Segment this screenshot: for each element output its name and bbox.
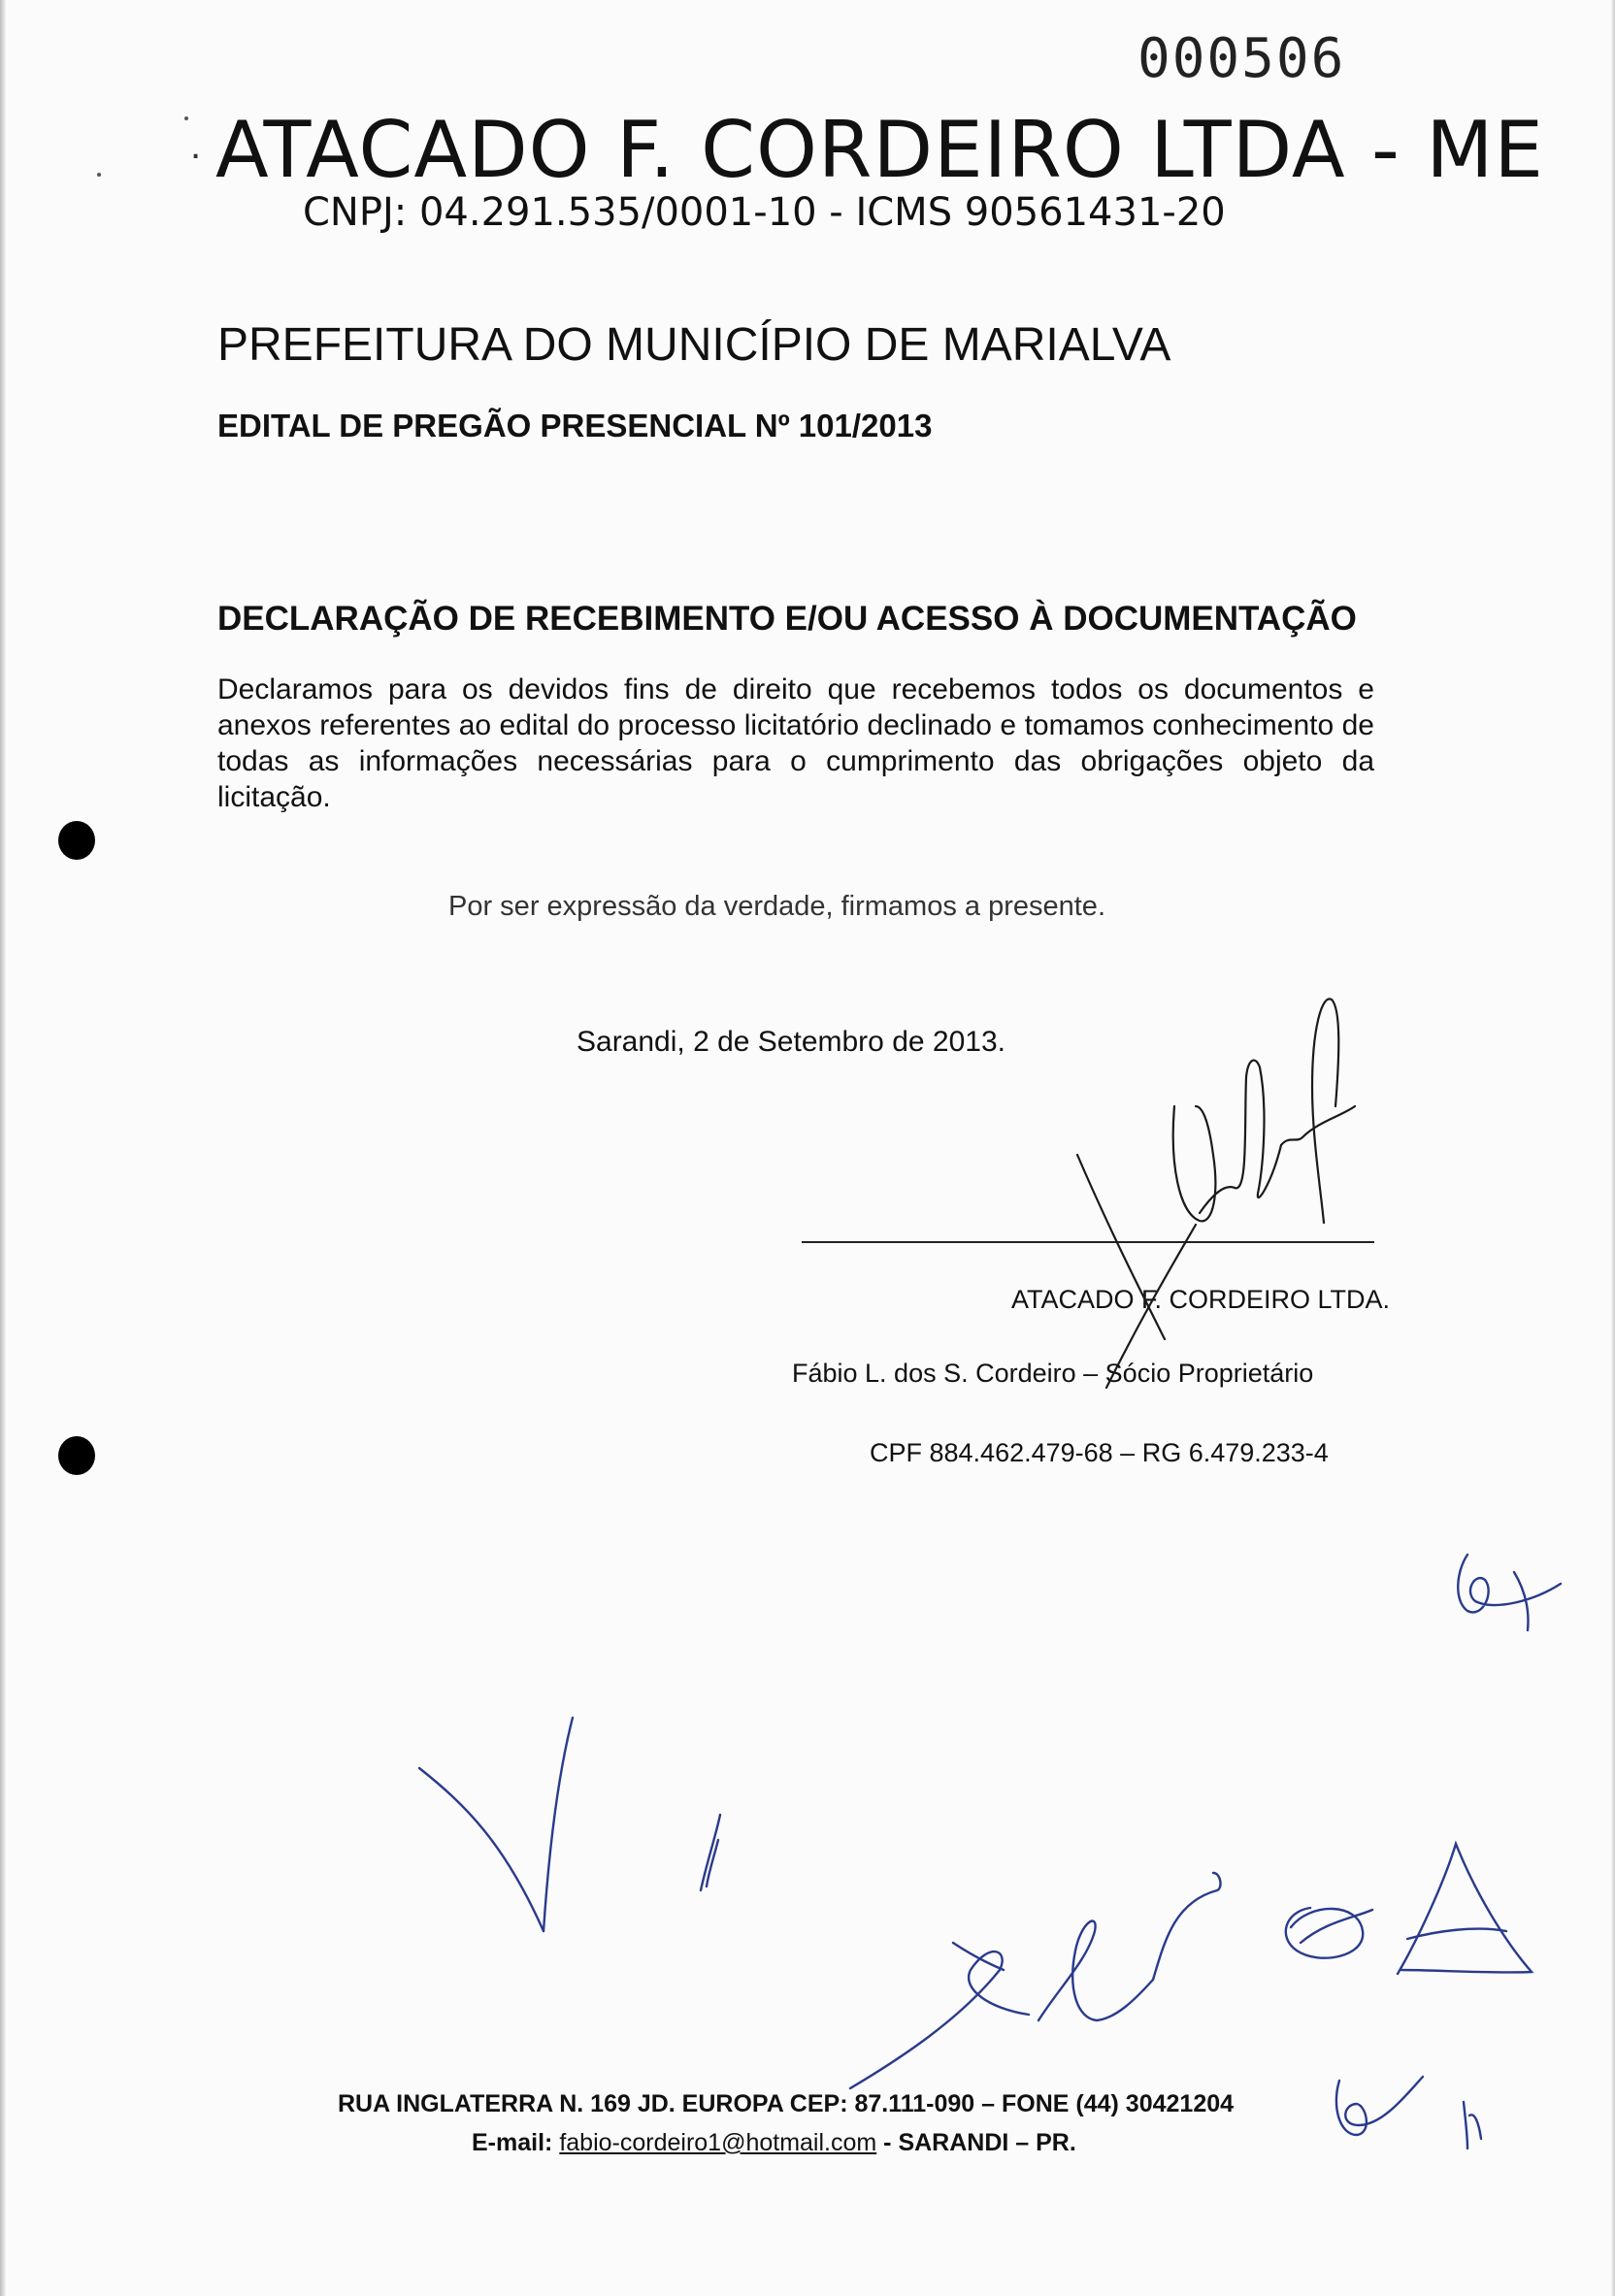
folio-number: 000506 — [1137, 27, 1346, 90]
initials-group — [419, 1555, 1561, 2148]
scan-speck — [184, 116, 188, 120]
email-label: E-mail: — [472, 2129, 553, 2156]
company-name: ATACADO F. CORDEIRO LTDA - ME — [215, 105, 1544, 195]
closing-statement: Por ser expressão da verdade, firmamos a presente. — [448, 891, 1105, 922]
footer-address: RUA INGLATERRA N. 169 JD. EUROPA CEP: 87.111-090 – FONE (44) 30421204 — [338, 2090, 1235, 2117]
signatory-ids: CPF 884.462.479-68 – RG 6.479.233-4 — [870, 1438, 1329, 1467]
main-signature — [1077, 999, 1355, 1388]
edital-number: EDITAL DE PREGÃO PRESENCIAL Nº 101/2013 — [217, 408, 933, 443]
page-edge-right — [1611, 0, 1615, 2296]
place-date: Sarandi, 2 de Setembro de 2013. — [577, 1026, 1005, 1058]
page-edge-left — [0, 0, 6, 2296]
punch-hole-top — [58, 821, 95, 860]
declaration-body: Declaramos para os devidos fins de direito que recebemos todos os documentos e anexos referentes ao edital do processo licitatório declinado e tomamos conhecimento de todas as informações necessárias para o cumprimento das obrigações objeto da licitação. — [217, 673, 1374, 813]
punch-hole-bottom — [58, 1436, 95, 1475]
declaration-title: DECLARAÇÃO DE RECEBIMENTO E/OU ACESSO À DOCUMENTAÇÃO — [217, 600, 1357, 638]
signatory-name-role: Fábio L. dos S. Cordeiro – Sócio Proprietário — [792, 1359, 1314, 1388]
signature-line — [802, 1241, 1374, 1243]
recipient-title: PREFEITURA DO MUNICÍPIO DE MARIALVA — [217, 319, 1171, 371]
signatory-company: ATACADO F. CORDEIRO LTDA. — [1011, 1285, 1391, 1314]
footer-contact — [472, 2129, 1076, 2157]
company-ids: CNPJ: 04.291.535/0001-10 - ICMS 90561431-20 — [303, 190, 1226, 235]
email-link[interactable]: fabio-cordeiro1@hotmail.com — [559, 2129, 877, 2156]
scan-speck — [97, 173, 101, 177]
footer-city: - SARANDI – PR. — [883, 2129, 1076, 2156]
stray-mark: . — [190, 124, 202, 167]
